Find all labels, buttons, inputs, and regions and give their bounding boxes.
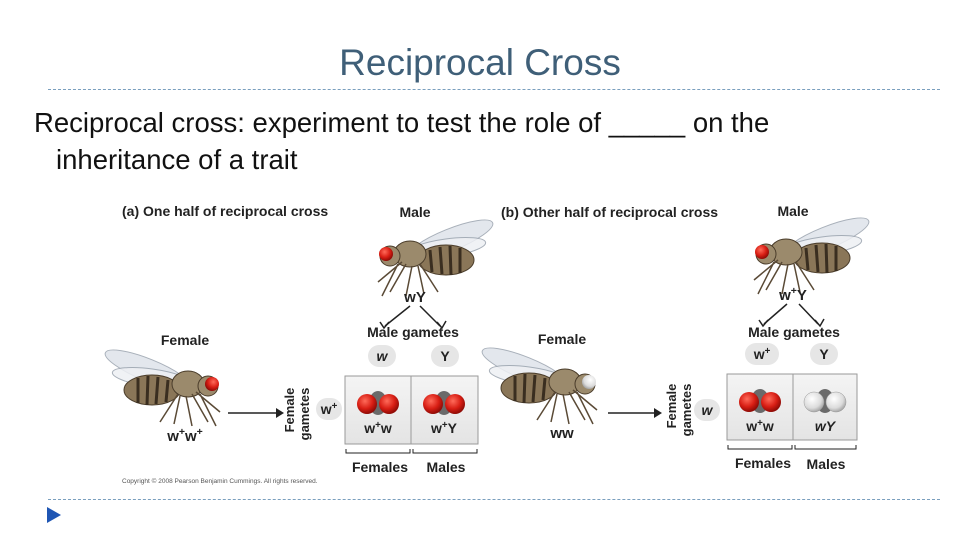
- play-arrow-icon[interactable]: [47, 507, 61, 523]
- panel-a-females-label: Females: [351, 459, 409, 475]
- panel-b-offspring-2-genotype: wY: [814, 418, 836, 434]
- panel-a-female-label: Female: [160, 332, 210, 348]
- panel-b-male-label: Male: [777, 203, 809, 219]
- panel-b-female-fly: [478, 341, 597, 424]
- term-reciprocal-cross: Reciprocal cross: [34, 107, 238, 138]
- panel-b-females-label: Females: [734, 455, 792, 471]
- panel-a-female-fly: [101, 343, 220, 426]
- panel-b-offspring-1-genotype: w+w: [746, 417, 774, 434]
- panel-a-males-label: Males: [426, 459, 466, 475]
- panel-a-offspring-2-genotype: w+Y: [431, 419, 457, 436]
- panel-b-male-fly: [754, 211, 873, 294]
- panel-a-offspring-1-genotype: w+w: [364, 419, 392, 436]
- panel-a: [101, 203, 497, 485]
- definition-text: : experiment to test the role of _____ on the: [237, 107, 770, 138]
- panel-b-male-gametes-label: Male gametes: [748, 324, 840, 340]
- slide-title: Reciprocal Cross: [339, 42, 621, 83]
- panel-a-male-gamete-2: Y: [440, 348, 450, 364]
- panel-b-title: (b) Other half of reciprocal cross: [501, 204, 719, 220]
- panel-b-males-label: Males: [806, 456, 846, 472]
- panel-b-female-genotype: ww: [550, 425, 574, 442]
- panel-a-female-gametes-label-1: Female: [282, 387, 297, 433]
- panel-b-offspring-2-head: [804, 389, 846, 413]
- bottom-divider: [48, 499, 940, 500]
- panel-b-male-gamete-1: w+: [753, 345, 771, 362]
- panel-a-male-gamete-1: w: [376, 348, 388, 364]
- panel-b-female-gametes-label-2: gametes: [679, 383, 694, 437]
- panel-b: [478, 203, 873, 472]
- panel-a-male-label: Male: [399, 204, 431, 220]
- panel-b-female-label: Female: [537, 331, 587, 347]
- copyright: Copyright © 2008 Pearson Benjamin Cummings. All rights reserved.: [122, 478, 318, 485]
- panel-b-brackets: [728, 445, 856, 449]
- panel-b-female-gamete: w: [701, 402, 713, 418]
- panel-b-male-genotype: w+Y: [779, 285, 807, 304]
- panel-a-male-fly: [378, 213, 497, 296]
- panel-a-male-genotype: wY: [404, 289, 426, 306]
- panel-b-male-split-arrows: [764, 304, 818, 324]
- panel-a-male-split-arrows: [385, 306, 440, 326]
- body-line-2: inheritance of a trait: [56, 144, 298, 175]
- panel-a-brackets: [346, 449, 477, 453]
- panel-b-male-gamete-2: Y: [819, 346, 829, 362]
- panel-a-title: (a) One half of reciprocal cross: [122, 203, 329, 219]
- panel-a-female-gametes-label-2: gametes: [297, 387, 312, 441]
- panel-a-female-genotype: w+w+: [167, 426, 203, 445]
- panel-a-male-gametes-label: Male gametes: [367, 324, 459, 340]
- panel-b-female-gametes-label-1: Female: [664, 383, 679, 429]
- panel-a-female-gamete: w+: [320, 400, 338, 417]
